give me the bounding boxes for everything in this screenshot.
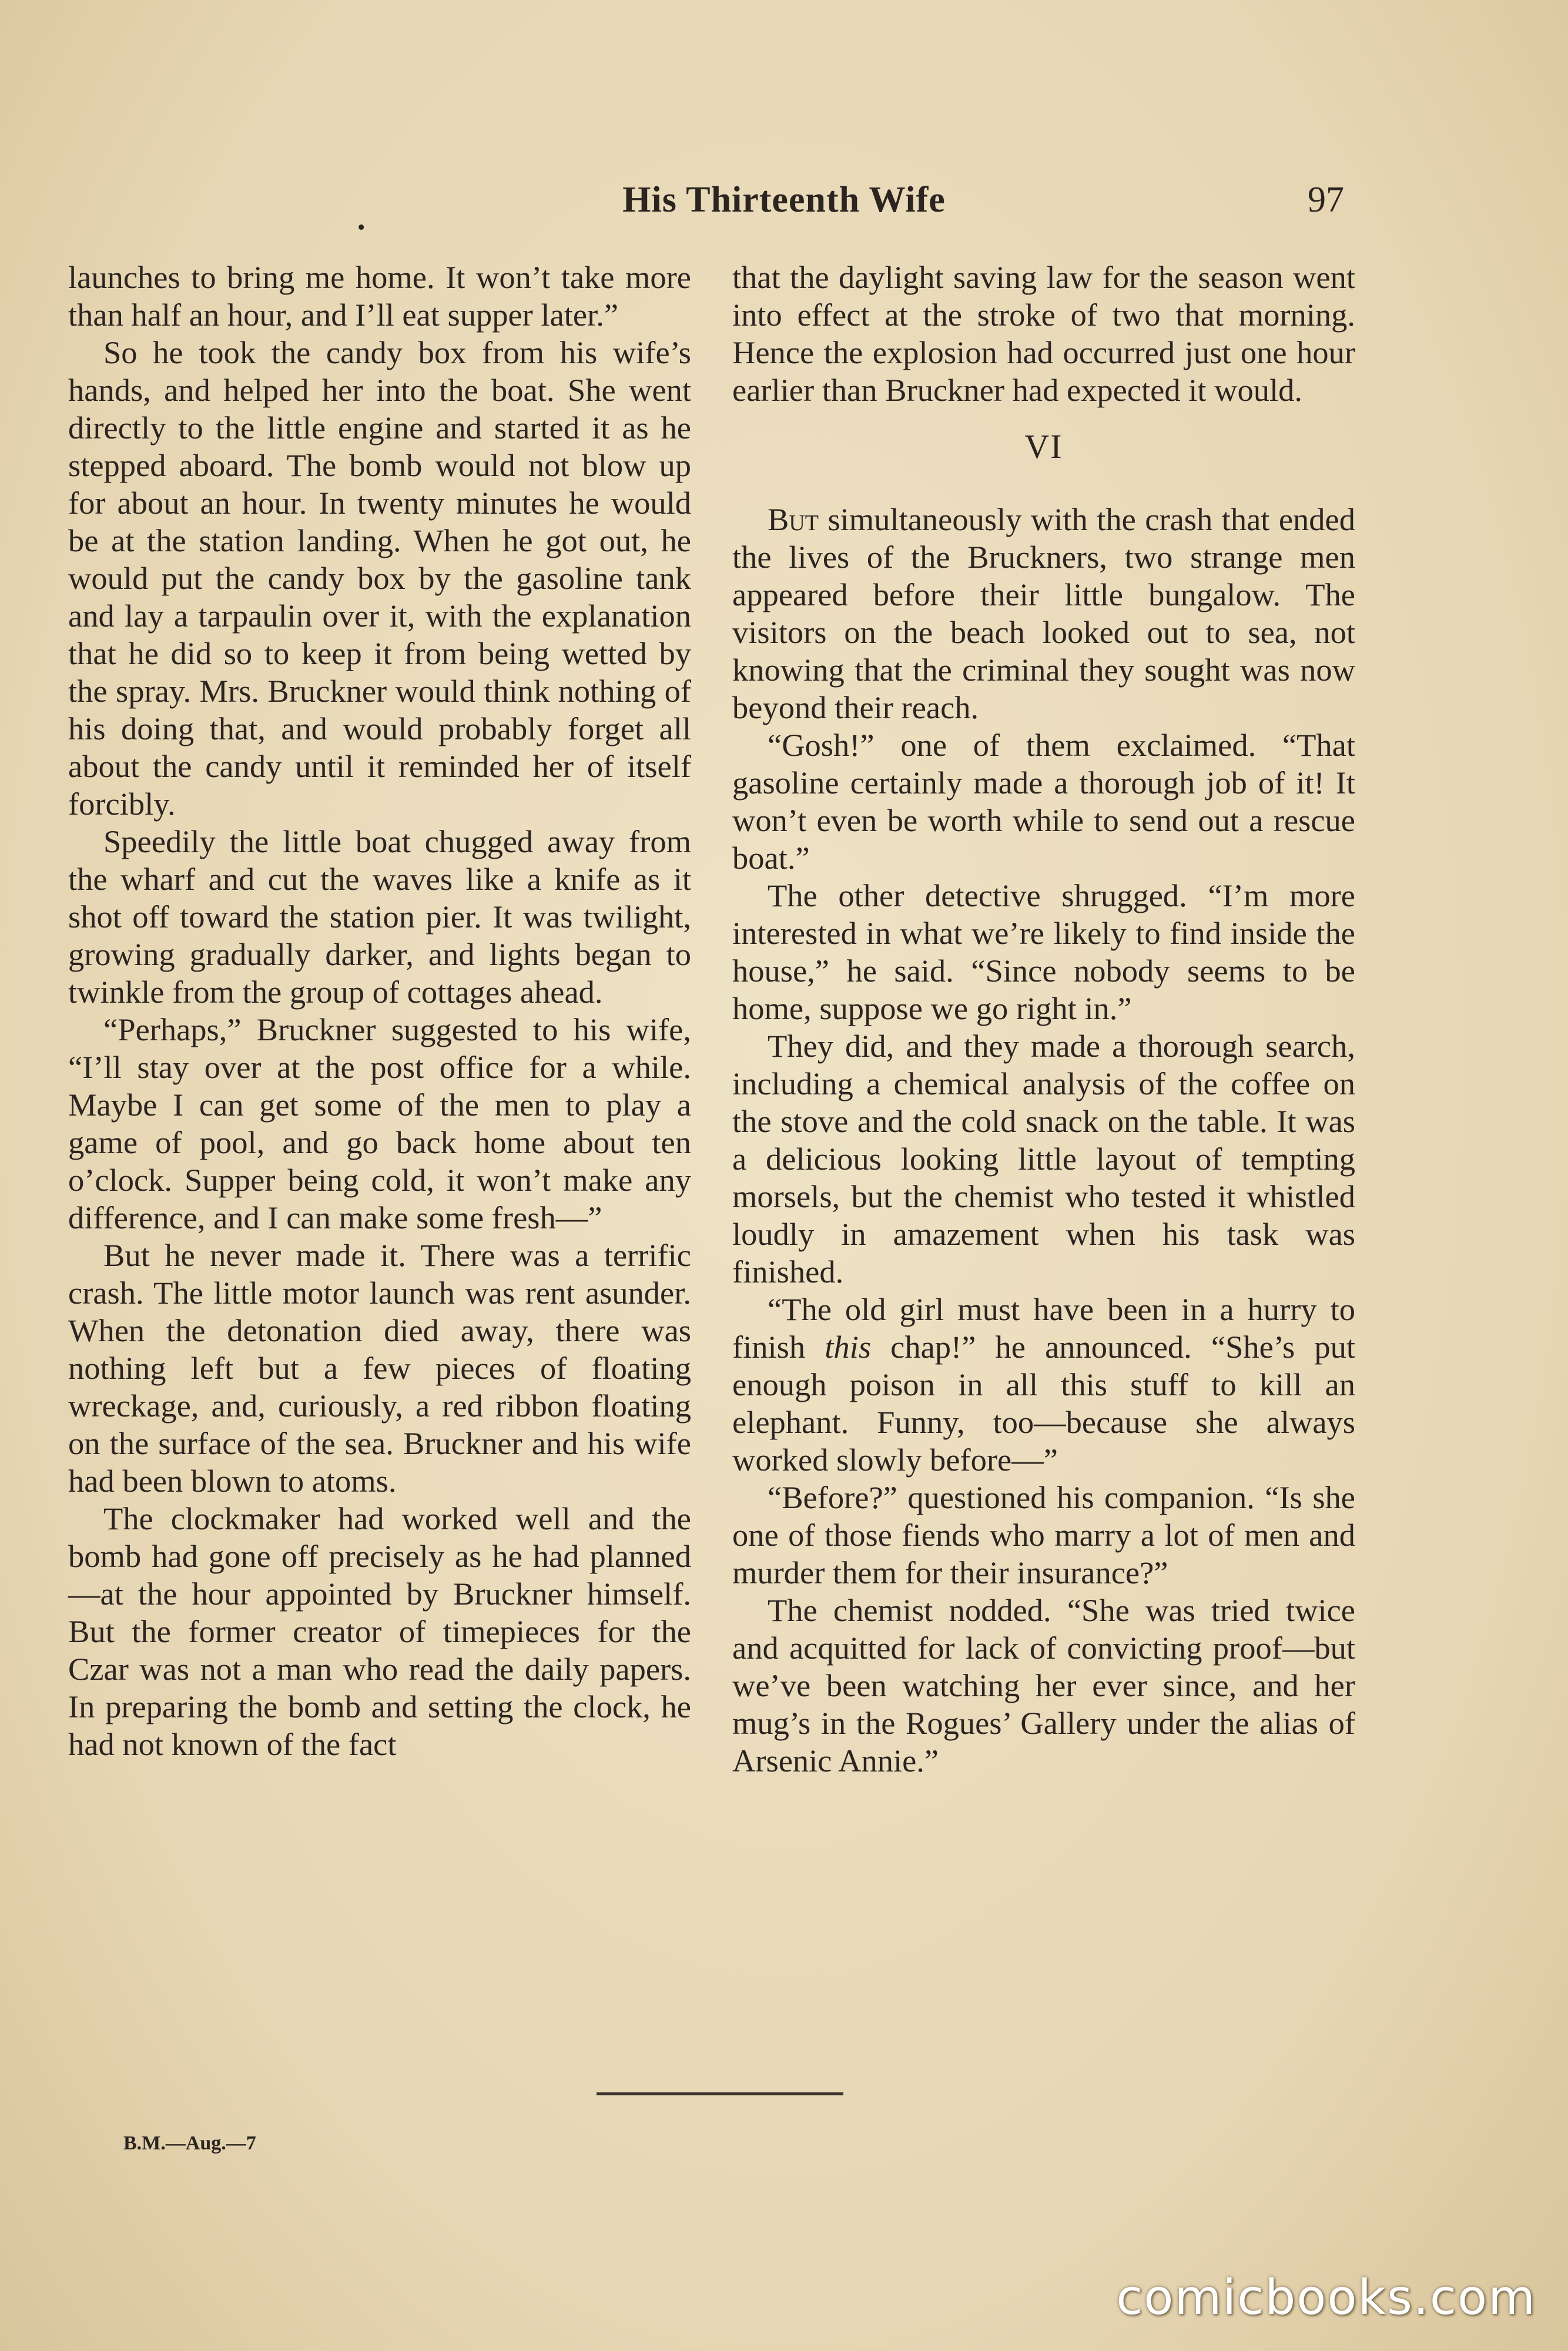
watermark: comicbooks.com [1116,2270,1536,2326]
paragraph: “Gosh!” one of them exclaimed. “That gasoline certainly made a thorough job of it! It won’t even be worth while to send out a rescue boat.” [732,727,1355,876]
paragraph: launches to bring me home. It won’t take more than half an hour, and I’ll eat supper later.” [68,259,691,333]
paragraph: But he never made it. There was a terrific crash. The little motor launch was rent asunder. When the detonation died away, there was nothing left but a few pieces of floating wreckage, and, curiously, a red ribbon floating on the surface of the sea. Bruckner and his wife had been blown to atoms. [68,1237,691,1499]
lead-word: But [768,501,819,537]
page-header [0,179,1568,240]
ink-dot: • [357,215,366,240]
paragraph: So he took the candy box from his wife’s hands, and helped her into the boat. She went directly to the little engine and started it as he stepped aboard. The bomb would not blow up for about an hour. In twenty minutes he would be at the station landing. When he got out, he would put the candy box by the gasoline tank and lay a tarpaulin over it, with the explanation that he did so to keep it from being wetted by the spray. Mrs. Bruckner would think nothing of his doing that, and would probably forget all about the candy until it reminded her of itself forcibly. [68,334,691,822]
section-heading: VI [1024,427,1063,465]
running-title: His Thirteenth Wife [622,180,946,220]
page-number: 97 [1308,180,1344,220]
right-column [732,259,1355,1780]
end-rule [597,2092,843,2095]
paragraph: They did, and they made a thorough search, including a chemical analysis of the coffee on the stove and the cold snack on the table. It was a delicious looking little layout of tempting morsels, but the chemist who tested it whistled loudly in amazement when his task was finished. [732,1028,1355,1290]
paragraph: The other detective shrugged. “I’m more interested in what we’re likely to find inside the house,” he said. “Since nobody seems to be home, suppose we go right in.” [732,878,1355,1026]
quote-part: chap!” he announced. “She’s put enough poison in all this stuff to kill an elephant. Funny, too—because she always worked slowly before—” [732,1329,1355,1478]
paragraph: that the daylight saving law for the season went into effect at the stroke of two that morning. Hence the explosion had occurred just one hour earlier than Bruckner had expected it would. [732,259,1355,408]
quote-part: “The old girl must have been in a hurry to finish [732,1291,1355,1365]
paragraph: “Before?” questioned his companion. “Is she one of those fiends who marry a lot of men and murder them for their insurance?” [732,1479,1355,1590]
paragraph-quote [732,1291,1355,1479]
paragraph: The chemist nodded. “She was tried twice and acquitted for lack of convicting proof—but we’ve been watching her ever since, and her mug’s in the Rogues’ Gallery under the alias of Arsenic Annie.” [732,1592,1355,1779]
quote-italic: this [825,1329,872,1365]
signature-mark: B.M.—Aug.—7 [123,2132,256,2154]
paragraph: The clockmaker had worked well and the bomb had gone off precisely as he had planned—at the hour appointed by Bruckner himself. But the former creator of timepieces for the Czar was not a man who read the daily papers. In preparing the bomb and setting the clock, he had not known of the fact [68,1501,691,1762]
lead-text: simultaneously with the crash that ended the lives of the Bruckners, two strange men appeared before their little bungalow. The visitors on the beach looked out to sea, not knowing that the criminal they sought was now beyond their reach. [732,501,1355,725]
left-column [68,259,691,1763]
paragraph: Speedily the little boat chugged away from the wharf and cut the waves like a knife as it shot off toward the station pier. It was twilight, growing gradually darker, and lights began to twinkle from the group of cottages ahead. [68,823,691,1010]
paragraph-lead [732,501,1355,726]
paragraph: “Perhaps,” Bruckner suggested to his wife, “I’ll stay over at the post office for a while. Maybe I can get some of the men to play a game of pool, and go back home about ten o’clock. Supper being cold, it won’t make any difference, and I can make some fresh—” [68,1012,691,1235]
